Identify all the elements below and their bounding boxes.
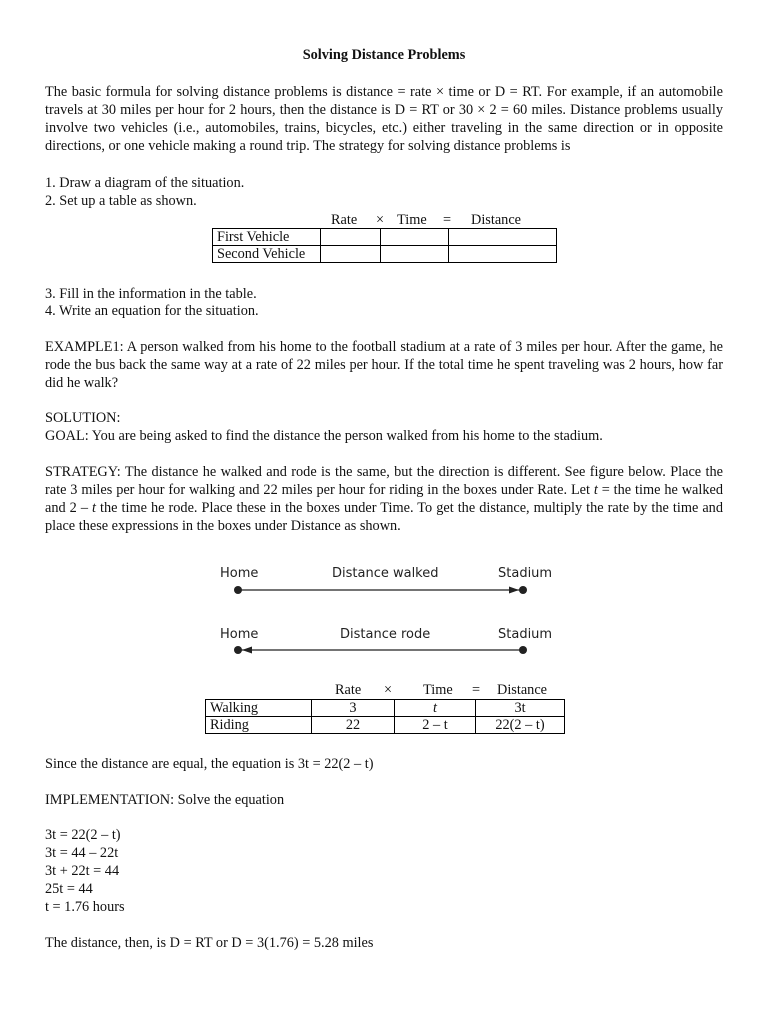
page-title: Solving Distance Problems — [302, 47, 466, 63]
rate-cell: 22 — [312, 717, 395, 734]
step-4: 4. Write an equation for the situation. — [45, 303, 259, 319]
solution-label: SOLUTION: — [45, 410, 121, 426]
walk-middle-label: Distance walked — [332, 566, 439, 581]
equation-sentence: Since the distance are equal, the equation is 3t = 22(2 – t) — [45, 756, 374, 772]
row-label: Walking — [206, 700, 312, 717]
time-value: t — [433, 700, 437, 716]
rate-cell — [321, 229, 381, 246]
strategy-text-a: STRATEGY: The distance he walked and rode is the same, but the direction is different. See figure below. Place the rate 3 miles per hour for walking and 22 miles per hour for riding in the boxes under Rate. Let — [45, 464, 723, 498]
solve-step: 25t = 44 — [45, 881, 93, 897]
table-row — [213, 246, 557, 263]
table1-header-rate: Rate — [331, 212, 358, 228]
implementation-label: IMPLEMENTATION: Solve the equation — [45, 792, 285, 808]
ride-stadium-label: Stadium — [498, 627, 553, 642]
example-paragraph: EXAMPLE1: A person walked from his home to the football stadium at a rate of 3 miles per hour. After the game, he rode the bus back the same way at a rate of 22 miles per hour. If the total time he spent traveling was 2 hours, how far did he walk? — [45, 339, 723, 391]
table2-header-time: Time — [423, 682, 453, 698]
goal-text: GOAL: You are being asked to find the distance the person walked from his home to the stadium. — [45, 428, 603, 444]
solve-step: 3t + 22t = 44 — [45, 863, 120, 879]
table-row — [206, 717, 565, 734]
example-table — [205, 699, 565, 734]
solve-step: 3t = 22(2 – t) — [45, 827, 121, 843]
distance-cell: 3t — [476, 700, 565, 717]
table-row — [213, 229, 557, 246]
time-cell: 2 – t — [395, 717, 476, 734]
step-2: 2. Set up a table as shown. — [45, 193, 197, 209]
table1-header-times: × — [376, 212, 385, 228]
table2-header-distance: Distance — [497, 682, 548, 698]
table2-header-equals: = — [472, 682, 481, 698]
intro-paragraph: The basic formula for solving distance problems is distance = rate × time or D = RT. For example, if an automobile travels at 30 miles per hour for 2 hours, then the distance is D = RT or 30 × 2 = 60 miles. Distance problems usually involve two vehicles (i.e., automobiles, trains, bicycles, etc.) either traveling in the same direction or in opposite directions, or one vehicle making a round trip. The strategy for solving distance problems is — [45, 84, 723, 154]
table1-header-distance: Distance — [471, 212, 522, 228]
row-label: Riding — [206, 717, 312, 734]
table-row — [206, 700, 565, 717]
strategy-var-t: t — [593, 482, 598, 498]
rate-cell: 3 — [312, 700, 395, 717]
conclusion-text: The distance, then, is D = RT or D = 3(1.76) = 5.28 miles — [45, 935, 374, 951]
walk-home-label: Home — [220, 566, 259, 581]
table2-header-rate: Rate — [335, 682, 362, 698]
ride-middle-label: Distance rode — [340, 627, 431, 642]
distance-cell: 22(2 – t) — [476, 717, 565, 734]
vehicle-table — [212, 228, 557, 263]
row-label: Second Vehicle — [213, 246, 321, 263]
ride-arrow — [230, 642, 530, 660]
rate-cell — [321, 246, 381, 263]
table1-header-time: Time — [397, 212, 427, 228]
walk-stadium-label: Stadium — [498, 566, 553, 581]
strategy-text-b: = the time he walked and 2 – — [45, 482, 723, 516]
strategy-paragraph — [45, 463, 723, 535]
step-1: 1. Draw a diagram of the situation. — [45, 175, 245, 191]
distance-cell — [449, 229, 557, 246]
row-label: First Vehicle — [213, 229, 321, 246]
table1-header-equals: = — [443, 212, 452, 228]
time-cell — [395, 700, 476, 717]
walk-arrow — [230, 582, 530, 600]
solve-step: t = 1.76 hours — [45, 899, 125, 915]
distance-cell — [449, 246, 557, 263]
solve-step: 3t = 44 – 22t — [45, 845, 119, 861]
strategy-var-t: t — [92, 500, 97, 516]
ride-home-label: Home — [220, 627, 259, 642]
strategy-text-c: the time he rode. Place these in the boxes under Time. To get the distance, multiply the rate by the time and place these expressions in the boxes under Distance as shown. — [45, 500, 723, 534]
table2-header-times: × — [384, 682, 393, 698]
step-3: 3. Fill in the information in the table. — [45, 286, 257, 302]
time-cell — [381, 229, 449, 246]
time-cell — [381, 246, 449, 263]
